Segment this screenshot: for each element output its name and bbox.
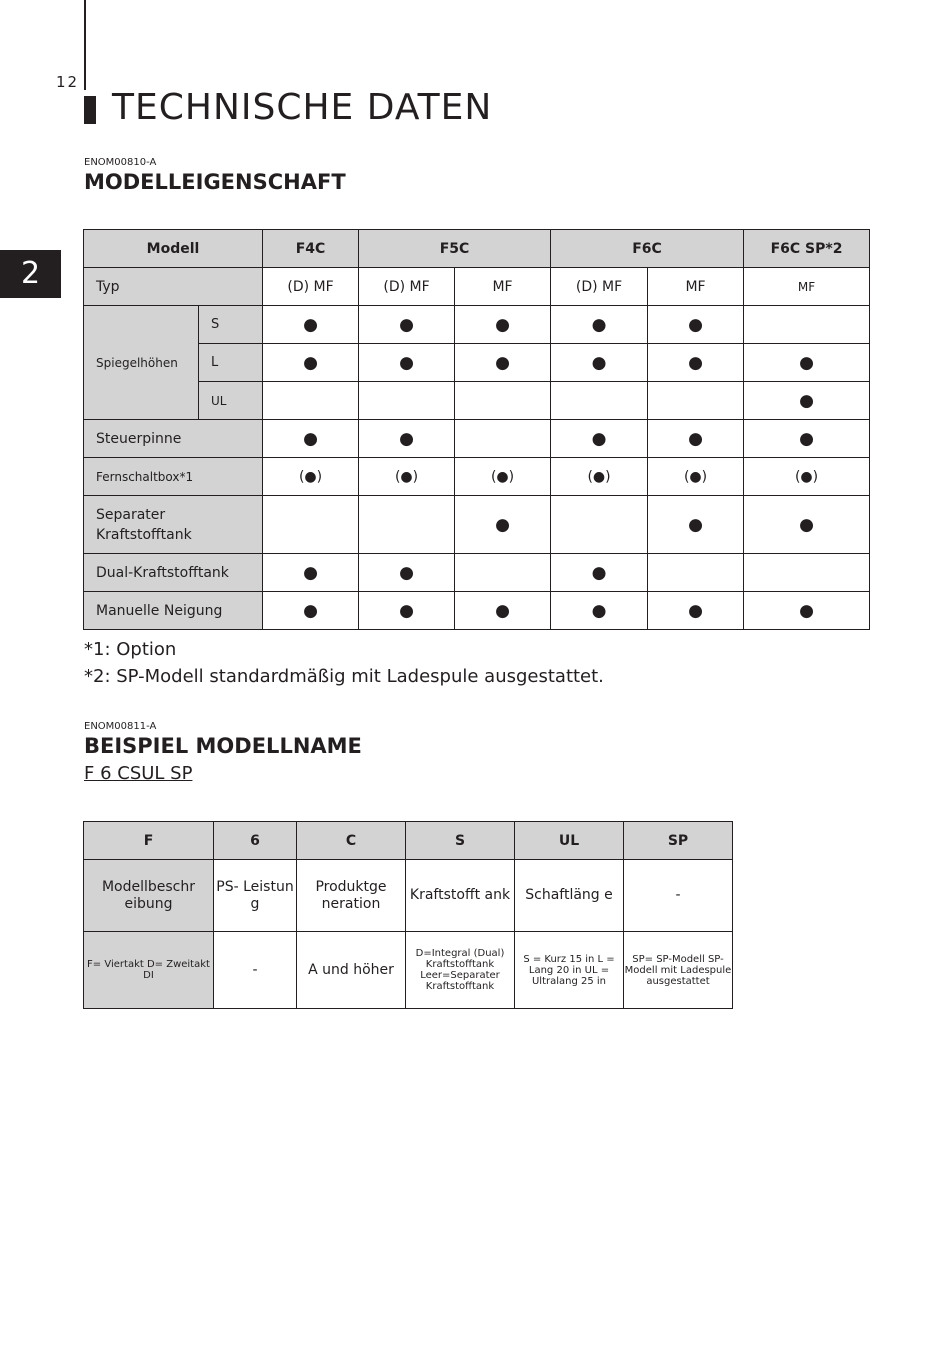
row-label: Steuerpinne	[84, 420, 263, 458]
table-cell: ●	[359, 554, 455, 592]
table-cell: (●)	[263, 458, 359, 496]
row-label: Spiegelhöhen	[84, 306, 199, 420]
table-cell: ●	[744, 592, 870, 630]
table-row	[84, 344, 870, 382]
row-sublabel: L	[199, 344, 263, 382]
chapter-tab: 2	[0, 250, 61, 298]
footnote: *2: SP-Modell standardmäßig mit Ladespule ausgestattet.	[84, 666, 604, 687]
table-cell	[648, 554, 744, 592]
table-cell: (●)	[744, 458, 870, 496]
table-cell: ●	[359, 420, 455, 458]
section-heading: MODELLEIGENSCHAFT	[84, 170, 346, 194]
table-cell: -	[214, 932, 297, 1009]
table-cell	[455, 554, 551, 592]
table-cell: ●	[744, 420, 870, 458]
table-cell: ●	[744, 344, 870, 382]
table-cell: ●	[648, 306, 744, 344]
table-cell: SP= SP-Modell SP-Modell mit Ladespule ausgestattet	[624, 932, 733, 1009]
table-cell: ●	[648, 496, 744, 554]
row-label: Manuelle Neigung	[84, 592, 263, 630]
table-cell: ●	[648, 344, 744, 382]
table-cell: ●	[744, 382, 870, 420]
page-title: TECHNISCHE DATEN	[112, 87, 493, 128]
page-number: 12	[56, 73, 80, 91]
table-row	[84, 458, 870, 496]
table-cell: (D) MF	[359, 268, 455, 306]
model-features-table	[83, 229, 870, 630]
table-row	[84, 496, 870, 554]
table-cell: (●)	[648, 458, 744, 496]
table-cell: MF	[648, 268, 744, 306]
table-row	[84, 382, 870, 420]
table-cell	[359, 496, 455, 554]
table-cell: Modellbeschr eibung	[84, 860, 214, 932]
header-cell: F4C	[263, 230, 359, 268]
table-cell	[744, 306, 870, 344]
table-cell: MF	[455, 268, 551, 306]
table-cell: Kraftstofft ank	[406, 860, 515, 932]
table-cell: (D) MF	[263, 268, 359, 306]
row-sublabel: UL	[199, 382, 263, 420]
header-cell: SP	[624, 822, 733, 860]
header-cell: F5C	[359, 230, 551, 268]
table-row	[84, 268, 870, 306]
margin-rule	[84, 0, 86, 90]
table-cell: ●	[744, 496, 870, 554]
row-sublabel: S	[199, 306, 263, 344]
table-cell	[263, 496, 359, 554]
table-row	[84, 592, 870, 630]
row-label: Fernschaltbox*1	[84, 458, 263, 496]
table-cell	[551, 496, 648, 554]
section-code: ENOM00810-A	[84, 157, 157, 168]
table-cell	[455, 382, 551, 420]
table-cell: ●	[648, 592, 744, 630]
row-label: Dual-Kraftstofftank	[84, 554, 263, 592]
section-heading: BEISPIEL MODELLNAME	[84, 734, 362, 758]
table-cell: ●	[648, 420, 744, 458]
table-row	[84, 306, 870, 344]
table-cell: ●	[455, 496, 551, 554]
header-cell: F6C SP*2	[744, 230, 870, 268]
table-row	[84, 860, 733, 932]
table-cell: ●	[551, 420, 648, 458]
footnote: *1: Option	[84, 639, 177, 660]
row-label: Typ	[84, 268, 263, 306]
table-cell: ●	[263, 554, 359, 592]
table-cell: Schaftläng e	[515, 860, 624, 932]
table-cell: ●	[455, 344, 551, 382]
example-model-name: F 6 CSUL SP	[84, 763, 193, 784]
table-cell: A und höher	[297, 932, 406, 1009]
table-cell: (●)	[359, 458, 455, 496]
table-header-row	[84, 822, 733, 860]
footnotes	[84, 636, 604, 690]
table-cell: (D) MF	[551, 268, 648, 306]
table-header-row	[84, 230, 870, 268]
header-cell: S	[406, 822, 515, 860]
table-cell: (●)	[551, 458, 648, 496]
table-cell: (●)	[455, 458, 551, 496]
table-cell: ●	[551, 306, 648, 344]
title-marker	[84, 96, 96, 124]
table-cell: ●	[263, 306, 359, 344]
table-cell: PS- Leistun g	[214, 860, 297, 932]
header-cell: UL	[515, 822, 624, 860]
table-cell	[551, 382, 648, 420]
table-cell	[359, 382, 455, 420]
table-cell: ●	[359, 344, 455, 382]
table-cell: ●	[551, 344, 648, 382]
section-code: ENOM00811-A	[84, 721, 157, 732]
header-cell: F6C	[551, 230, 744, 268]
table-cell: S = Kurz 15 in L = Lang 20 in UL = Ultralang 25 in	[515, 932, 624, 1009]
table-cell: ●	[359, 592, 455, 630]
header-cell: F	[84, 822, 214, 860]
table-cell	[263, 382, 359, 420]
header-cell: 6	[214, 822, 297, 860]
table-cell: ●	[263, 592, 359, 630]
table-cell: D=Integral (Dual) Kraftstofftank Leer=Separater Kraftstofftank	[406, 932, 515, 1009]
table-cell: ●	[551, 554, 648, 592]
table-cell: F= Viertakt D= Zweitakt DI	[84, 932, 214, 1009]
table-cell: -	[624, 860, 733, 932]
table-row	[84, 932, 733, 1009]
table-cell: ●	[263, 344, 359, 382]
table-cell	[455, 420, 551, 458]
table-cell: Produktge neration	[297, 860, 406, 932]
model-name-table	[83, 821, 733, 1009]
table-row	[84, 420, 870, 458]
table-cell: ●	[551, 592, 648, 630]
table-cell	[744, 554, 870, 592]
table-cell: ●	[359, 306, 455, 344]
table-row	[84, 554, 870, 592]
row-label: Separater Kraftstofftank	[84, 496, 263, 554]
table-cell: ●	[455, 306, 551, 344]
table-cell: ●	[263, 420, 359, 458]
table-cell	[648, 382, 744, 420]
table-cell: ●	[455, 592, 551, 630]
header-cell: C	[297, 822, 406, 860]
table-cell: MF	[744, 268, 870, 306]
header-cell: Modell	[84, 230, 263, 268]
